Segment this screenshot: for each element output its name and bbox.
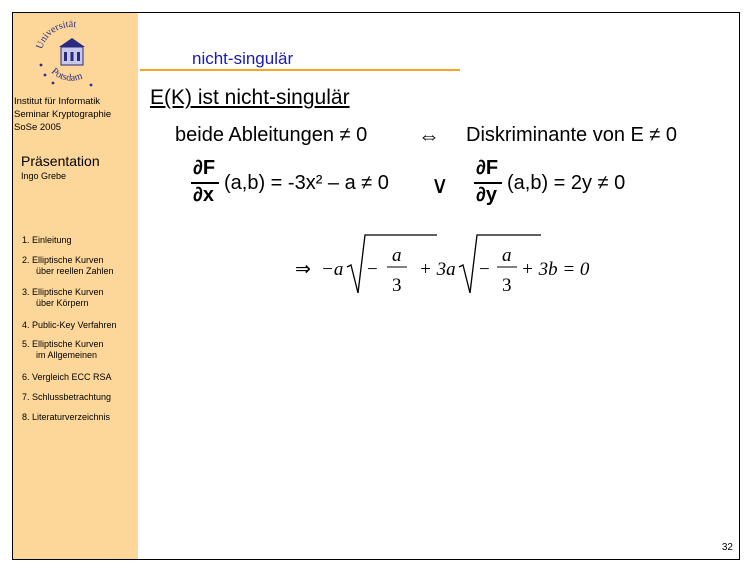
nav-item-label: 7. Schlussbetrachtung (22, 392, 112, 402)
minus-sign-1: − (367, 259, 378, 280)
header-divider (140, 69, 460, 71)
page-number: 32 (721, 542, 733, 553)
svg-text:Potsdam: Potsdam (48, 66, 84, 84)
nav-item-allgemein[interactable] (22, 339, 104, 361)
svg-text:Universität: Universität (34, 18, 77, 51)
nav-item-reelle-zahlen[interactable] (22, 255, 114, 277)
nav-item-schluss[interactable] (22, 392, 111, 403)
formula-term-1: −a (321, 259, 344, 280)
author-name: Ingo Grebe (21, 171, 67, 181)
institute-info (14, 95, 111, 134)
discriminant-formula (291, 231, 591, 301)
equivalence-symbol: ⇔ (418, 123, 440, 148)
formula-term-3: + 3b = 0 (521, 259, 590, 280)
nav-item-vergleich[interactable] (22, 372, 112, 383)
partial-y-expression: (a,b) = 2y ≠ 0 (507, 172, 626, 194)
nav-item-label: 6. Vergleich ECC RSA (22, 372, 112, 382)
discriminant-statement: Diskriminante von E ≠ 0 (466, 124, 678, 146)
nav-item-koerper[interactable] (22, 287, 104, 309)
minus-sign-2: − (479, 259, 490, 280)
institute-line: Institut für Informatik (14, 96, 101, 107)
nav-item-label: 2. Elliptische Kurven (22, 255, 104, 265)
presentation-label: Präsentation (21, 153, 100, 169)
partial-x-numerator: ∂F (193, 157, 216, 179)
sidebar (13, 13, 138, 559)
slide-frame (12, 12, 740, 560)
institute-line: SoSe 2005 (14, 122, 62, 133)
logical-or-symbol: ∨ (431, 172, 449, 199)
slide-title: E(K) ist nicht-singulär (150, 86, 350, 109)
university-logo (31, 17, 111, 97)
nav-item-public-key[interactable] (22, 320, 117, 331)
nav-item-einleitung[interactable] (22, 235, 72, 246)
nav-item-sublabel: im Allgemeinen (36, 350, 98, 360)
nav-item-label: 4. Public-Key Verfahren (22, 320, 117, 330)
nav-item-label: 1. Einleitung (22, 235, 72, 245)
fraction-2-denominator: 3 (502, 275, 512, 296)
fraction-2-numerator: a (502, 245, 512, 266)
derivatives-statement: beide Ableitungen ≠ 0 (175, 124, 368, 146)
fraction-1-denominator: 3 (392, 275, 402, 296)
nav-item-sublabel: über Körpern (36, 298, 89, 308)
partial-y-denominator: ∂y (476, 184, 498, 206)
partial-x-denominator: ∂x (193, 184, 215, 206)
nav-item-label: 5. Elliptische Kurven (22, 339, 104, 349)
partial-x-expression: (a,b) = -3x² – a ≠ 0 (224, 172, 389, 194)
formula-term-2: + 3a (419, 259, 456, 280)
fraction-1-numerator: a (392, 245, 402, 266)
institute-line: Seminar Kryptographie (14, 109, 112, 120)
nav-item-label: 8. Literaturverzeichnis (22, 412, 111, 422)
nav-item-label: 3. Elliptische Kurven (22, 287, 104, 297)
nav-item-literatur[interactable] (22, 412, 110, 423)
section-title: nicht-singulär (192, 49, 294, 68)
implies-symbol: ⇒ (295, 259, 311, 280)
partial-y-numerator: ∂F (476, 157, 499, 179)
nav-item-sublabel: über reellen Zahlen (36, 266, 114, 276)
